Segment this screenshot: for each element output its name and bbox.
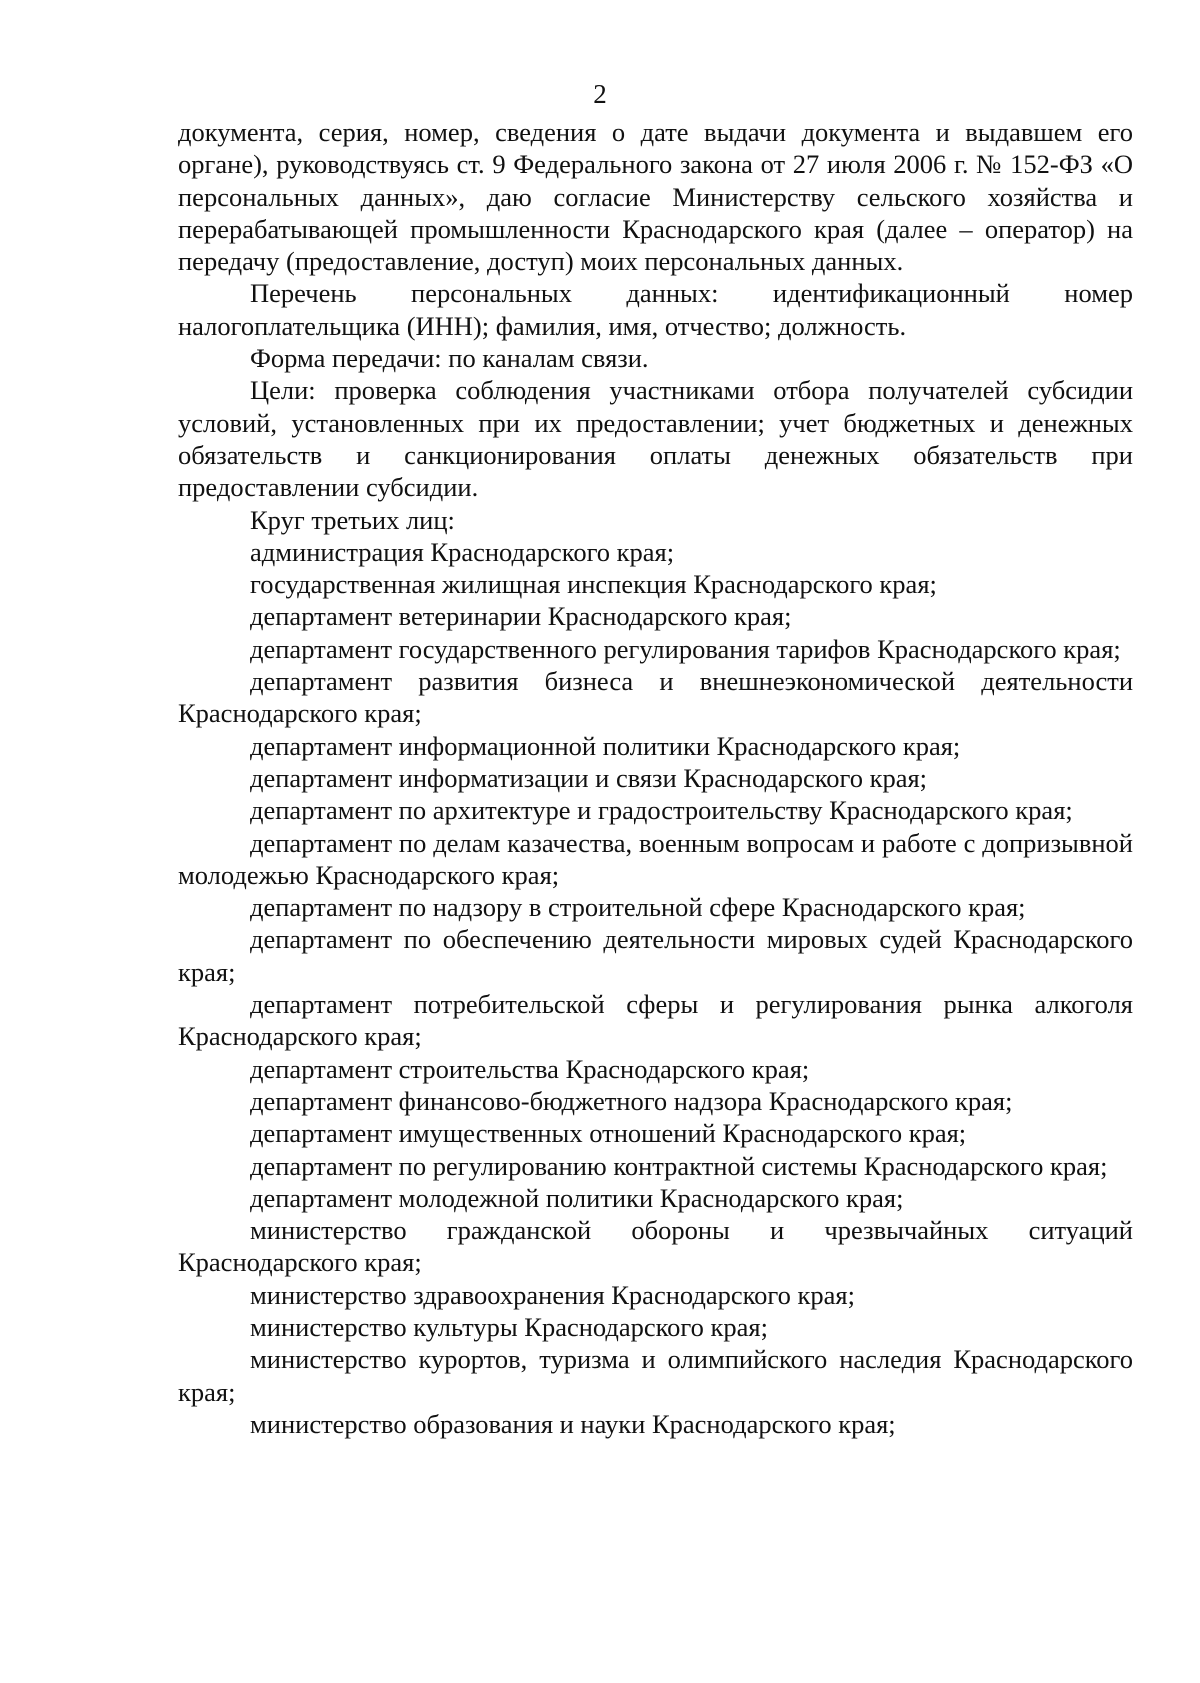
list-item: департамент по надзору в строительной сфере Краснодарского края;: [250, 892, 1026, 923]
list-item: министерство образования и науки Краснодарского края;: [250, 1408, 896, 1439]
list-item: департамент строительства Краснодарского края;: [250, 1053, 810, 1084]
list-item: департамент по обеспечению деятельности мировых судей Краснодарского края;: [178, 924, 1133, 987]
paragraph-purposes: Цели: проверка соблюдения участниками отбора получателей субсидии условий, установленных при их предоставлении; учет бюджетных и денежных обязательств и санкционирования оплаты денежных обязательств при предоставлении субсидии.: [178, 375, 1133, 503]
list-item: министерство гражданской обороны и чрезвычайных ситуаций Краснодарского края;: [178, 1215, 1133, 1278]
list-item: департамент по архитектуре и градостроительству Краснодарского края;: [250, 795, 1073, 826]
list-item: департамент молодежной политики Краснодарского края;: [250, 1182, 904, 1213]
document-body: [178, 116, 1133, 1440]
list-item: департамент ветеринарии Краснодарского края;: [250, 601, 792, 632]
list-item: министерство культуры Краснодарского края;: [250, 1311, 768, 1342]
paragraph-data-list: Перечень персональных данных: идентификационный номер налогоплательщика (ИНН); фамилия, имя, отчество; должность.: [178, 278, 1133, 341]
list-item: департамент информатизации и связи Краснодарского края;: [250, 762, 928, 793]
page-number: 2: [593, 79, 607, 109]
list-item: департамент имущественных отношений Краснодарского края;: [250, 1118, 967, 1149]
list-item: департамент финансово-бюджетного надзора Краснодарского края;: [250, 1085, 1013, 1116]
paragraph-transfer-form: Форма передачи: по каналам связи.: [250, 343, 649, 374]
list-item: департамент информационной политики Краснодарского края;: [250, 730, 961, 761]
paragraph-consent: документа, серия, номер, сведения о дате выдачи документа и выдавшем его органе), руководствуясь ст. 9 Федерального закона от 27 июля 2006 г. № 152-ФЗ «О персональных данных», даю согласие Министерству сельского хозяйства и перерабатывающей промышленности Краснодарского края (далее – оператор) на передачу (предоставление, доступ) моих персональных данных.: [178, 117, 1133, 277]
paragraph-third-parties-heading: Круг третьих лиц:: [250, 504, 455, 535]
list-item: департамент по делам казачества, военным вопросам и работе с допризывной молодежью Краснодарского края;: [178, 827, 1133, 890]
list-item: государственная жилищная инспекция Краснодарского края;: [250, 569, 937, 600]
list-item: департамент потребительской сферы и регулирования рынка алкоголя Краснодарского края;: [178, 989, 1133, 1052]
list-item: министерство курортов, туризма и олимпийского наследия Краснодарского края;: [178, 1344, 1133, 1407]
list-item: департамент государственного регулирования тарифов Краснодарского края;: [250, 633, 1121, 664]
list-item: министерство здравоохранения Краснодарского края;: [250, 1279, 855, 1310]
list-item: департамент по регулированию контрактной системы Краснодарского края;: [250, 1150, 1108, 1181]
list-item: департамент развития бизнеса и внешнеэкономической деятельности Краснодарского края;: [178, 666, 1133, 729]
list-item: администрация Краснодарского края;: [250, 536, 675, 567]
